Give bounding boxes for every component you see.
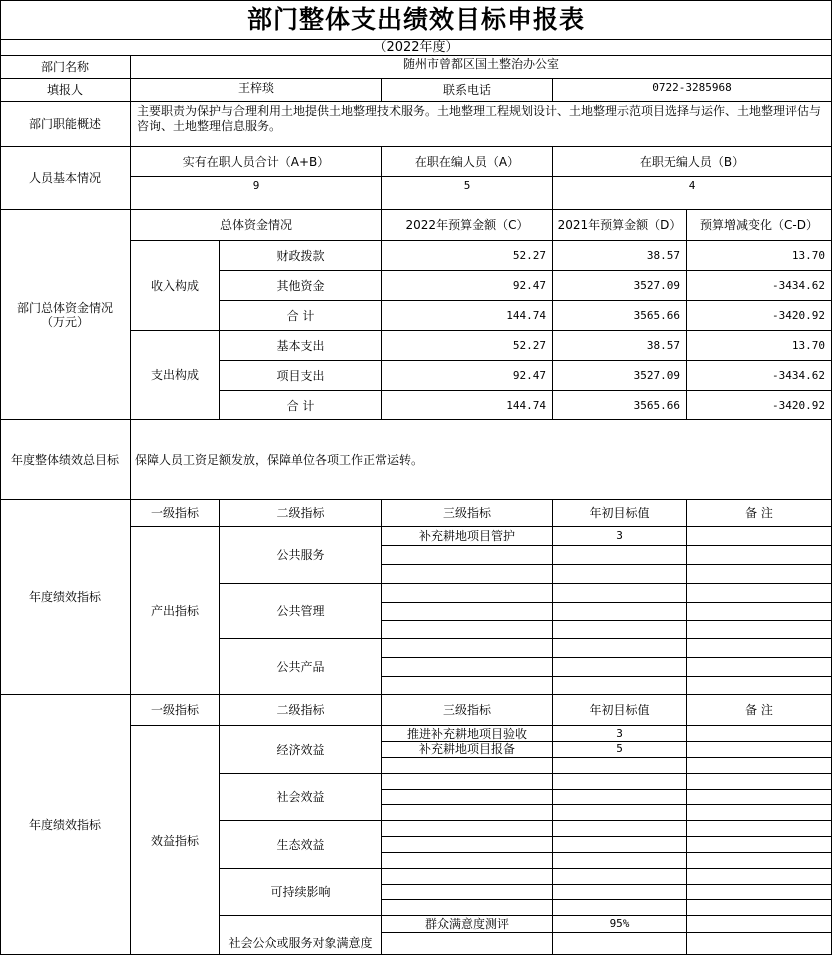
income-row-diff: -3434.62	[772, 278, 825, 292]
output-level3: 补充耕地项目管护	[418, 529, 515, 543]
output-h-level3: 三级指标	[442, 506, 491, 520]
staff-a-header: 在职在编人员（A）	[414, 154, 520, 169]
staff-label: 人员基本情况	[28, 171, 101, 185]
benefit-level2: 经济效益	[276, 742, 325, 757]
form-year: （2022年度）	[373, 40, 459, 55]
benefit-h-level2: 二级指标	[276, 703, 325, 717]
income-row-c: 92.47	[512, 278, 546, 292]
duties-label: 部门职能概述	[28, 117, 101, 131]
filler-name: 王梓琰	[237, 80, 274, 95]
output-level2: 公共产品	[276, 659, 325, 674]
benefit-level3: 群众满意度测评	[424, 917, 509, 931]
output-h-target: 年初目标值	[589, 506, 650, 520]
benefit-level2: 社会效益	[276, 790, 325, 804]
expense-row-d: 3527.09	[633, 368, 680, 382]
output-h-level1: 一级指标	[150, 506, 199, 520]
benefit-level2: 生态效益	[276, 837, 325, 852]
staff-total-value: 9	[252, 179, 260, 192]
benefit-level2: 可持续影响	[270, 885, 331, 899]
funds-overall-header: 总体资金情况	[219, 218, 292, 232]
filler-label: 填报人	[46, 83, 83, 97]
overall-goal-text: 保障人员工资足额发放，保障单位各项工作正常运转。	[135, 452, 424, 467]
benefit-h-level1: 一级指标	[150, 703, 199, 717]
output-h-level2: 二级指标	[276, 506, 325, 520]
perf-benefit-label: 年度绩效指标	[28, 818, 101, 832]
income-row-c: 52.27	[512, 248, 546, 262]
expense-row-d: 38.57	[646, 338, 680, 352]
expense-row-name: 基本支出	[276, 338, 325, 353]
overall-goal-label: 年度整体绩效总目标	[10, 452, 119, 467]
form-title: 部门整体支出绩效目标申报表	[246, 5, 585, 34]
phone-value: 0722-3285968	[652, 80, 732, 94]
staff-a-value: 5	[463, 179, 471, 192]
output-level1-value: 产出指标	[150, 603, 199, 618]
expense-label: 支出构成	[150, 368, 199, 382]
expense-row-c: 144.74	[506, 398, 546, 412]
staff-total-header: 实有在职人员合计（A+B）	[182, 154, 330, 169]
staff-b-value: 4	[688, 179, 696, 192]
dept-name-value: 随州市曾都区国土整治办公室	[402, 57, 559, 71]
expense-row-diff: 13.70	[791, 338, 825, 352]
funds-change-header: 预算增减变化（C-D）	[700, 218, 818, 232]
funds-c-header: 2022年预算金额（C）	[405, 218, 529, 232]
benefit-target: 3	[616, 726, 623, 740]
benefit-h-note: 备 注	[745, 703, 773, 717]
output-level2: 公共服务	[276, 548, 325, 562]
expense-row-d: 3565.66	[633, 398, 680, 412]
benefit-h-level3: 三级指标	[442, 703, 491, 717]
phone-label: 联系电话	[442, 83, 491, 97]
benefit-level2: 社会公众或服务对象满意度	[228, 936, 373, 950]
duties-text: 主要职责为保护与合理利用土地提供土地整理技术服务。土地整理工程规划设计、土地整理示范项目选择与运作、土地整理评估与咨询、土地整理信息服务。	[137, 104, 822, 133]
income-row-name: 其他资金	[276, 278, 325, 293]
expense-row-c: 52.27	[512, 338, 546, 352]
income-label: 收入构成	[150, 278, 199, 293]
income-row-d: 3527.09	[633, 278, 680, 292]
benefit-target: 95%	[609, 917, 630, 930]
expense-row-name: 项目支出	[276, 368, 325, 383]
income-row-diff: 13.70	[791, 248, 825, 262]
expense-row-name: 合 计	[286, 398, 315, 413]
funds-label: 部门总体资金情况（万元）	[16, 300, 113, 329]
expense-row-diff: -3434.62	[772, 368, 825, 382]
benefit-level1-value: 效益指标	[150, 833, 199, 848]
expense-row-diff: -3420.92	[772, 398, 825, 412]
income-row-name: 合 计	[286, 308, 315, 323]
funds-d-header: 2021年预算金额（D）	[557, 218, 682, 232]
benefit-h-target: 年初目标值	[589, 703, 650, 717]
output-h-note: 备 注	[745, 506, 773, 520]
output-target: 3	[616, 529, 623, 542]
staff-b-header: 在职无编人员（B）	[639, 154, 745, 169]
benefit-target: 5	[616, 742, 623, 755]
benefit-level3: 补充耕地项目报备	[418, 742, 515, 756]
dept-name-label: 部门名称	[40, 60, 89, 74]
income-row-c: 144.74	[506, 308, 546, 322]
perf-output-label: 年度绩效指标	[28, 590, 101, 604]
income-row-diff: -3420.92	[772, 308, 825, 322]
output-level2: 公共管理	[276, 604, 325, 618]
income-row-d: 38.57	[646, 248, 680, 262]
income-row-name: 财政拨款	[276, 248, 325, 263]
income-row-d: 3565.66	[633, 308, 680, 322]
expense-row-c: 92.47	[512, 368, 546, 382]
benefit-level3: 推进补充耕地项目验收	[406, 726, 527, 741]
